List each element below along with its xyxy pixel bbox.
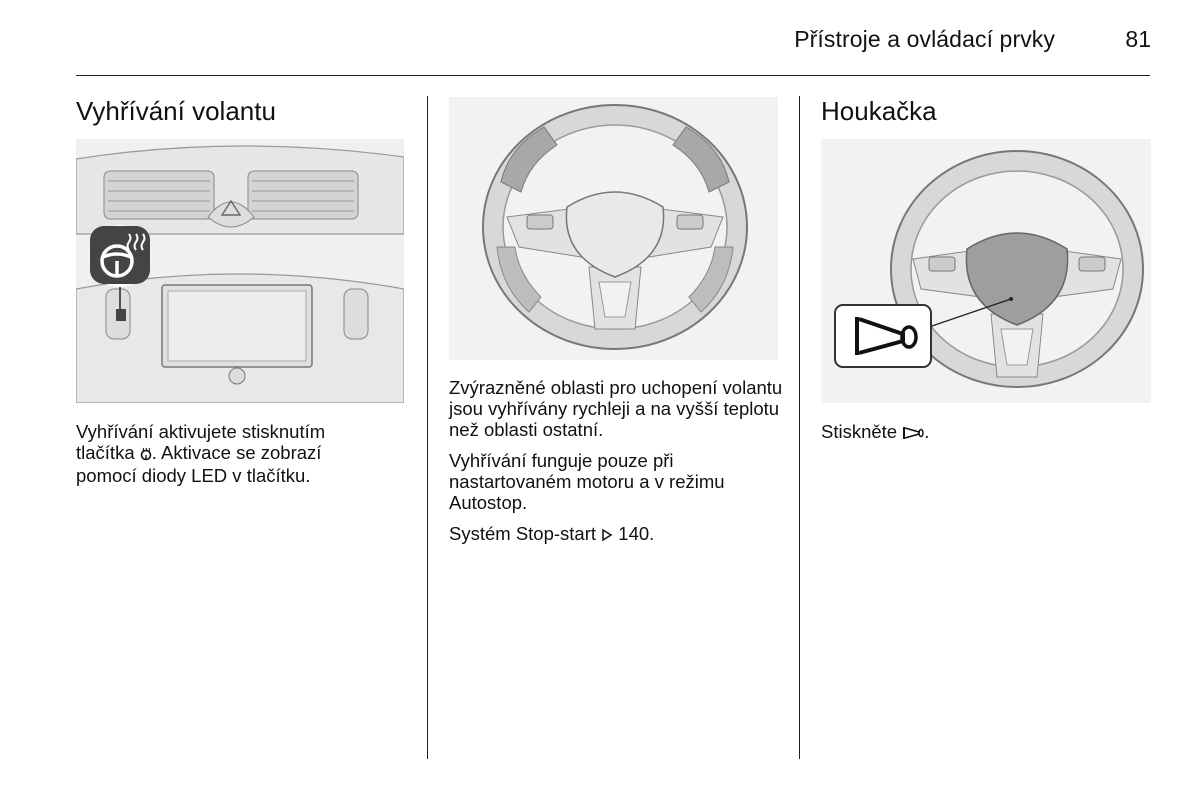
description-text-button: tlačítka [76,442,135,463]
column-divider [799,96,800,759]
page-reference-arrow-icon [601,525,613,546]
dashboard-illustration [76,139,404,403]
horn-illustration [821,139,1151,403]
section-heading-horn: Houkačka [821,96,937,126]
steering-wheel-grip-figure [449,97,778,360]
grip-areas-description: Zvýrazněné oblasti pro uchopení volantu jsou vyhřívány rychleji a na vyšší teplotu než oblasti ostatní. [449,377,783,440]
description-line-3: pomocí diody LED v tlačítku. [76,465,311,486]
stop-start-reference [449,523,784,546]
steering-heating-description [76,421,406,486]
column-divider [427,96,428,759]
steering-wheel-grip-illustration [449,97,778,360]
stop-start-page-ref[interactable]: 140. [618,523,655,544]
heating-condition-description: Vyhřívání funguje pouze při nastartovaném motoru a v režimu Autostop. [449,450,725,513]
horn-icon [902,423,924,444]
horn-instruction-end: . [924,421,930,442]
page-number: 81 [1125,26,1151,52]
steering-wheel-heating-icon [140,444,152,465]
header-rule [76,75,1150,76]
description-text-activation: . Aktivace se zobrazí [151,442,322,463]
horn-instruction-text: Stiskněte [821,421,898,442]
horn-figure [821,139,1151,403]
horn-instruction [821,421,1151,444]
chapter-title: Přístroje a ovládací prvky [794,26,1055,52]
dashboard-figure [76,139,404,403]
stop-start-text: Systém Stop-start [449,523,597,544]
section-heading-steering-heating: Vyhřívání volantu [76,96,276,126]
description-line-1: Vyhřívání aktivujete stisknutím [76,421,326,442]
